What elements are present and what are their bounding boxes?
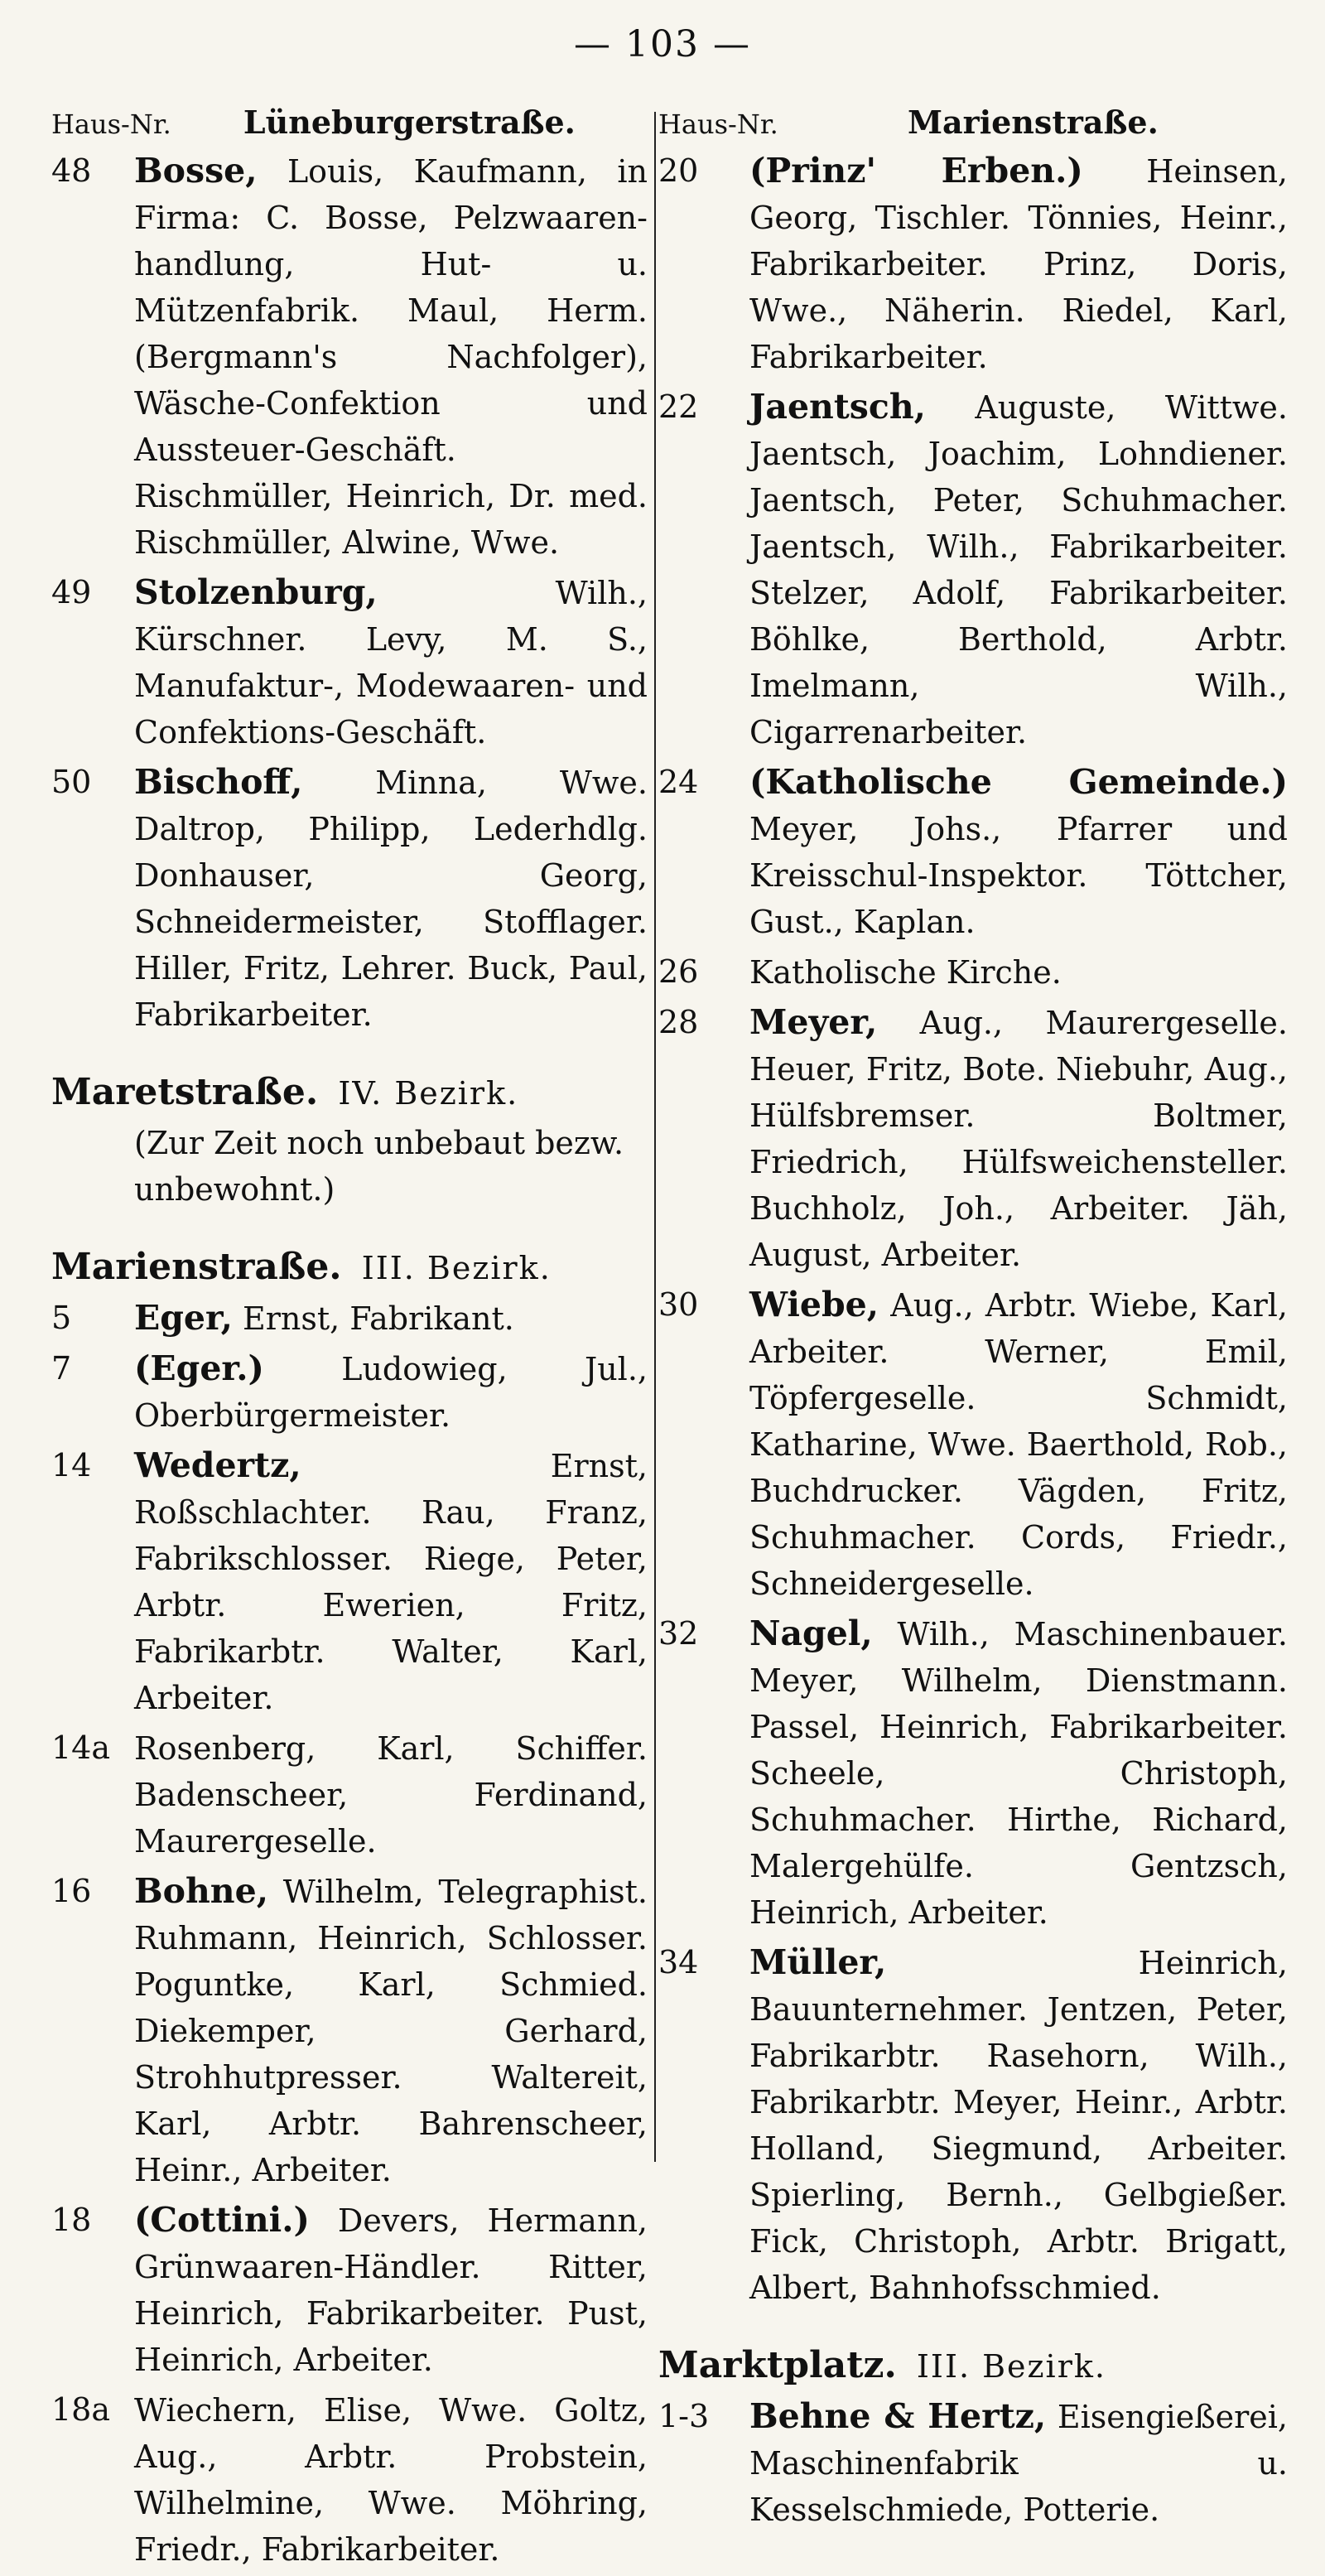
residents: Wiechern, Elise, Wwe. Goltz, Aug., Arbtr. Probstein, Wilhelmine, Wwe. Möhring, Friedr., Fabrikarbeiter. xyxy=(134,2392,648,2568)
house-number: 32 xyxy=(658,1615,699,1652)
house-number: 16 xyxy=(51,1873,92,1909)
district-label: IV. Bezirk. xyxy=(338,1075,519,1112)
residents: Rosenberg, Karl, Schiffer. Badenscheer, Ferdinand, Maurergeselle. xyxy=(134,1730,648,1860)
owner-name: Behne & Hertz, xyxy=(749,2396,1047,2436)
street-section-heading xyxy=(51,1246,648,1288)
house-number: 48 xyxy=(51,152,92,189)
address-entry xyxy=(51,1295,648,1342)
owner-name: Stolzenburg, xyxy=(134,572,378,612)
owner-name: Müller, xyxy=(749,1942,887,1982)
house-number: 14a xyxy=(51,1729,111,1766)
address-entry xyxy=(51,147,648,566)
column-divider xyxy=(654,112,656,2162)
address-entry xyxy=(51,1442,648,1721)
owner-name: Bischoff, xyxy=(134,762,303,802)
address-entry xyxy=(51,1725,648,1864)
owner-name: Wedertz, xyxy=(134,1445,301,1485)
house-number: 34 xyxy=(658,1944,699,1980)
street-section-heading xyxy=(51,1071,648,1113)
house-number: 1-3 xyxy=(658,2398,710,2434)
residents: Aug., Arbtr. Wiebe, Karl, Arbeiter. Werner, Emil, Töpfergeselle. Schmidt, Katharine, Wwe. Baerthold, Rob., Buchdrucker. Vägden, Fritz, Schuhmacher. Cords, Friedr., Schneidergeselle. xyxy=(749,1287,1288,1602)
right-column xyxy=(658,104,1288,2536)
entry-text xyxy=(749,2393,1288,2533)
address-entry xyxy=(658,2393,1288,2533)
house-number: 26 xyxy=(658,953,699,990)
owner-name: (Cottini.) xyxy=(134,2200,310,2240)
entry-text xyxy=(749,1610,1288,1936)
entry-text xyxy=(749,1281,1288,1607)
house-number-heading: Haus-Nr. xyxy=(658,109,778,140)
house-number: 49 xyxy=(51,574,92,610)
residents: Meyer, Johs., Pfarrer und Kreisschul-Inspektor. Töttcher, Gust., Kaplan. xyxy=(749,811,1288,940)
residents: Aug., Maurergeselle. Heuer, Fritz, Bote. Niebuhr, Aug., Hülfsbremser. Boltmer, Friedrich, Hülfsweichensteller. Buchholz, Joh., Arbeiter. Jäh, August, Arbeiter. xyxy=(749,1005,1288,1273)
house-number: 22 xyxy=(658,388,699,425)
entry-text xyxy=(134,1442,648,1721)
owner-name: Bosse, xyxy=(134,151,258,191)
entry-text xyxy=(134,759,648,1038)
right-column-header xyxy=(658,104,1288,141)
owner-name: (Prinz' Erben.) xyxy=(749,151,1083,191)
street-heading: Lüneburgerstraße. xyxy=(243,104,576,141)
address-entry xyxy=(658,999,1288,1278)
entry-text xyxy=(134,1725,648,1864)
address-entry xyxy=(51,2197,648,2383)
district-label: III. Bezirk. xyxy=(916,2348,1106,2385)
entry-text xyxy=(749,948,1288,996)
entry-text xyxy=(134,2386,648,2573)
residents: Eisengießerei, Maschinenfabrik u. Kesselschmiede, Potterie. xyxy=(749,2399,1288,2528)
residents: Ludowieg, Jul., Oberbürgermeister. xyxy=(134,1351,648,1434)
address-entry xyxy=(658,384,1288,755)
house-number: 20 xyxy=(658,152,699,189)
left-column-header xyxy=(51,104,648,141)
address-entry xyxy=(51,1868,648,2193)
street-name: Maretstraße. xyxy=(51,1071,319,1113)
owner-name: Nagel, xyxy=(749,1614,873,1653)
address-entry xyxy=(51,569,648,755)
residents: Devers, Hermann, Grünwaaren-Händler. Ritter, Heinrich, Fabrikarbeiter. Pust, Heinrich, Arbeiter. xyxy=(134,2202,648,2378)
entry-text xyxy=(134,2197,648,2383)
left-column xyxy=(51,104,648,2576)
residents: Louis, Kaufmann, in Firma: C. Bosse, Pelzwaaren-handlung, Hut- u. Mützenfabrik. Maul, Herm. (Bergmann's Nachfolger), Wäsche-Confektion und Aussteuer-Geschäft. Rischmüller, Heinrich, Dr. med. Rischmüller, Alwine, Wwe. xyxy=(134,153,648,561)
entry-text xyxy=(134,1868,648,2193)
owner-name: Meyer, xyxy=(749,1002,878,1042)
owner-name: Bohne, xyxy=(134,1871,268,1911)
address-entry xyxy=(658,759,1288,945)
residents: Wilh., Kürschner. Levy, M. S., Manufaktur-, Modewaaren- und Confektions-Geschäft. xyxy=(134,575,648,750)
address-entry xyxy=(51,759,648,1038)
address-entry xyxy=(658,1939,1288,2311)
owner-name: Eger, xyxy=(134,1298,233,1338)
residents: Auguste, Wittwe. Jaentsch, Joachim, Lohndiener. Jaentsch, Peter, Schuhmacher. Jaentsch, Wilh., Fabrikarbeiter. Stelzer, Adolf, Fabrikarbeiter. Böhlke, Berthold, Arbtr. Imelmann, Wilh., Cigarrenarbeiter. xyxy=(749,389,1288,750)
address-entry xyxy=(51,2386,648,2573)
house-number: 28 xyxy=(658,1004,699,1040)
street-heading: Marienstraße. xyxy=(907,104,1159,141)
entry-text xyxy=(749,999,1288,1278)
residents: Heinsen, Georg, Tischler. Tönnies, Heinr., Fabrikarbeiter. Prinz, Doris, Wwe., Näherin. Riedel, Karl, Fabrikarbeiter. xyxy=(749,153,1288,375)
owner-name: Wiebe, xyxy=(749,1285,879,1324)
residents: Ernst, Fabrikant. xyxy=(232,1300,514,1337)
house-number: 14 xyxy=(51,1447,92,1483)
residents: Wilh., Maschinenbauer. Meyer, Wilhelm, Dienstmann. Passel, Heinrich, Fabrikarbeiter. Scheele, Christoph, Schuhmacher. Hirthe, Richard, Malergehülfe. Gentzsch, Heinrich, Arbeiter. xyxy=(749,1616,1288,1931)
house-number: 30 xyxy=(658,1286,699,1323)
street-name: Marienstraße. xyxy=(51,1246,342,1288)
residents: Heinrich, Bauunternehmer. Jentzen, Peter, Fabrikarbtr. Rasehorn, Wilh., Fabrikarbtr. Meyer, Heinr., Arbtr. Holland, Siegmund, Arbeiter. Spierling, Bernh., Gelbgießer. Fick, Christoph, Arbtr. Brigatt, Albert, Bahnhofsschmied. xyxy=(749,1945,1288,2306)
house-number: 18 xyxy=(51,2202,92,2238)
owner-name: Jaentsch, xyxy=(749,387,926,427)
street-note: (Zur Zeit noch unbebaut bezw. unbewohnt.) xyxy=(134,1125,624,1208)
entry-text xyxy=(749,147,1288,380)
page-number: — 103 — xyxy=(574,23,751,65)
house-number: 24 xyxy=(658,764,699,800)
district-label: III. Bezirk. xyxy=(361,1250,552,1286)
address-entry xyxy=(658,948,1288,996)
residents: Katholische Kirche. xyxy=(749,954,1062,991)
residents: Wilhelm, Telegraphist. Ruhmann, Heinrich, Schlosser. Poguntke, Karl, Schmied. Diekemper, Gerhard, Strohhutpresser. Waltereit, Karl, Arbtr. Bahrenscheer, Heinr., Arbeiter. xyxy=(134,1874,648,2188)
entry-text xyxy=(749,759,1288,945)
residents: Ernst, Roßschlachter. Rau, Franz, Fabrikschlosser. Riege, Peter, Arbtr. Ewerien, Fritz, Fabrikarbtr. Walter, Karl, Arbeiter. xyxy=(134,1448,648,1716)
owner-name: (Eger.) xyxy=(134,1348,264,1388)
address-entry xyxy=(51,1345,648,1439)
house-number: 50 xyxy=(51,764,92,800)
entry-text xyxy=(749,384,1288,755)
entry-text xyxy=(749,1939,1288,2311)
address-entry xyxy=(658,1281,1288,1607)
house-number: 7 xyxy=(51,1350,72,1387)
residents: Minna, Wwe. Daltrop, Philipp, Lederhdlg. Donhauser, Georg, Schneidermeister, Stofflager. Hiller, Fritz, Lehrer. Buck, Paul, Fabrikarbeiter. xyxy=(134,765,648,1033)
street-name: Marktplatz. xyxy=(658,2344,897,2386)
house-number: 18a xyxy=(51,2391,111,2428)
address-entry xyxy=(658,147,1288,380)
street-section-heading xyxy=(658,2344,1288,2386)
entry-text xyxy=(134,1345,648,1439)
house-number-heading: Haus-Nr. xyxy=(51,109,171,140)
house-number: 5 xyxy=(51,1300,72,1336)
entry-text xyxy=(134,1295,648,1342)
address-entry xyxy=(658,1610,1288,1936)
owner-name: (Katholische Gemeinde.) xyxy=(749,762,1288,802)
entry-text xyxy=(134,569,648,755)
entry-text xyxy=(134,147,648,566)
